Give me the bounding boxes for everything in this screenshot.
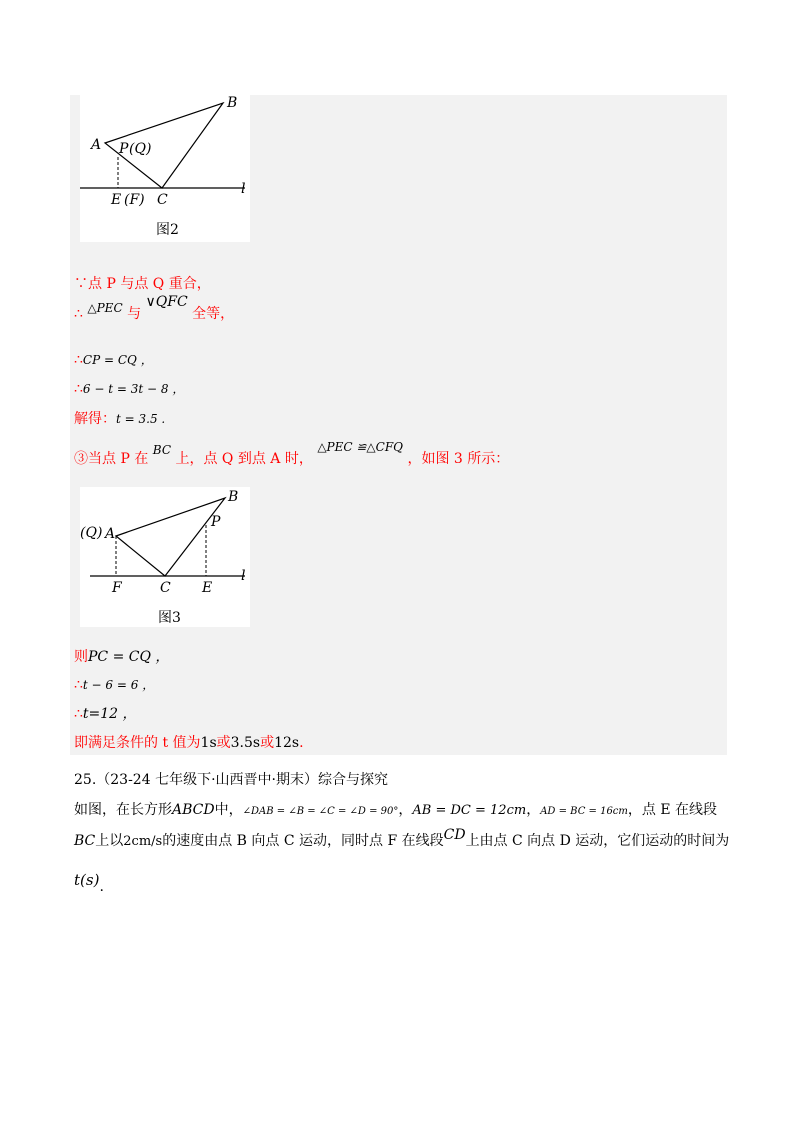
label-Q: (Q) bbox=[80, 525, 103, 541]
label-C: C bbox=[157, 192, 168, 208]
label-P: P bbox=[119, 141, 129, 157]
label-E: E bbox=[111, 192, 122, 208]
figure-3-diagram bbox=[80, 487, 250, 627]
label-P: P bbox=[211, 514, 221, 530]
step-line: 则PC = CQ ， bbox=[74, 649, 170, 665]
problem-line-1: 如图，在长方形ABCD中，∠DAB = ∠B = ∠C = ∠D = 90°，AB = DC = 12cm，AD = BC = 16cm，点 E 在线段 bbox=[74, 802, 718, 818]
step-line: ∴t=12 ， bbox=[74, 706, 137, 722]
label-Q: (Q) bbox=[129, 141, 152, 157]
step-line: 解得：t = 3.5 . bbox=[74, 411, 166, 427]
figure-2-caption: 图2 bbox=[156, 222, 179, 238]
label-l: l bbox=[241, 568, 246, 584]
label-C: C bbox=[160, 580, 171, 596]
label-B: B bbox=[227, 95, 238, 111]
label-l: l bbox=[241, 181, 246, 197]
problem-line-3: t(s). bbox=[74, 871, 104, 895]
label-F: F bbox=[112, 580, 122, 596]
problem-header: 25.（23-24 七年级下·山西晋中·期末）综合与探究 bbox=[74, 772, 388, 788]
figure-3 bbox=[80, 487, 250, 627]
step-line: ∴ △PEC 与 ∨QFC 全等， bbox=[74, 294, 235, 322]
conclusion-line: 即满足条件的 t 值为1s或3.5s或12s. bbox=[74, 735, 304, 751]
label-B: B bbox=[228, 489, 239, 505]
step-line: ∴6 − t = 3t − 8 ， bbox=[74, 381, 185, 397]
figure-3-caption: 图3 bbox=[158, 610, 181, 626]
figure-2 bbox=[80, 95, 250, 242]
step-line: ∴t − 6 = 6 ， bbox=[74, 677, 155, 693]
problem-line-2: BC上以2cm/s的速度由点 B 向点 C 运动，同时点 F 在线段CD上由点 C 向点 D 运动，它们运动的时间为 bbox=[74, 827, 730, 849]
label-F: (F) bbox=[124, 192, 145, 208]
step-line: ∵点 P 与点 Q 重合， bbox=[74, 276, 211, 292]
label-A: A bbox=[105, 526, 116, 542]
label-A: A bbox=[91, 137, 102, 153]
case-3-line: ③当点 P 在 BC 上，点 Q 到点 A 时， △PEC ≌△CFQ ，如图 3 所示： bbox=[74, 440, 510, 467]
step-line: ∴CP = CQ ， bbox=[74, 352, 153, 368]
label-E: E bbox=[202, 580, 213, 596]
